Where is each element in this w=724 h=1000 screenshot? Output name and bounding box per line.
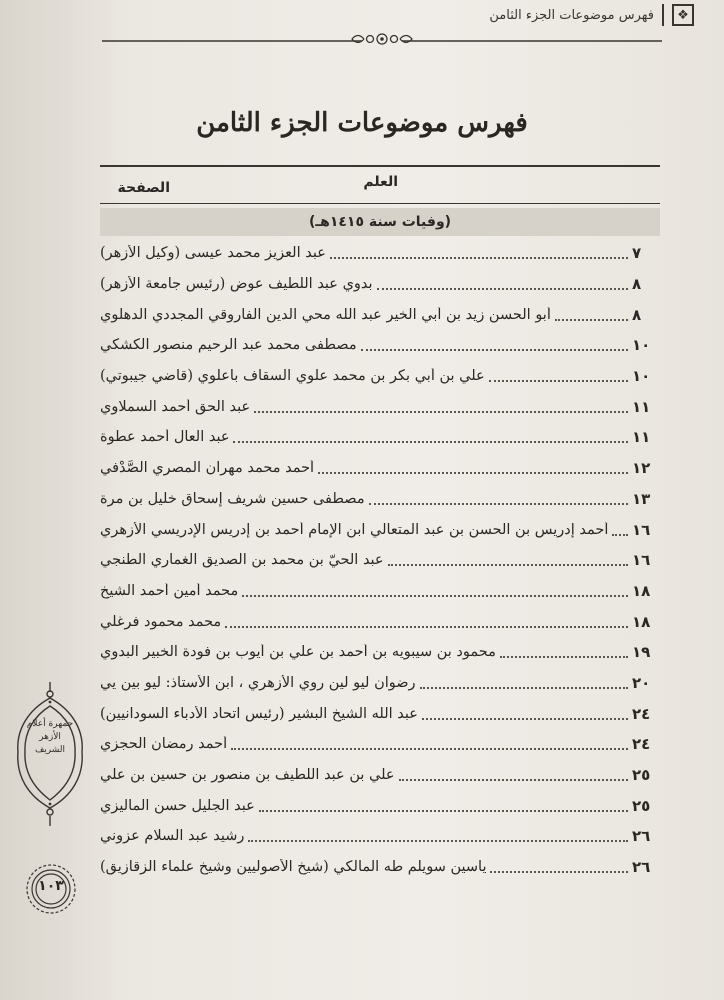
page-number: ١٠٣ <box>38 878 64 894</box>
index-entry <box>100 606 660 637</box>
entry-page-number: ٢٤ <box>632 735 651 754</box>
entry-name: رضوان ليو لين روي الأزهري ، ابن الأستاذ: ليو بين يي <box>100 674 416 691</box>
page-title: فهرس موضوعات الجزء الثامن <box>196 108 528 138</box>
dot-leader <box>318 472 628 474</box>
entry-page-number: ١٦ <box>632 520 651 539</box>
entry-page-number: ٢٦ <box>632 858 651 877</box>
dot-leader <box>233 441 628 443</box>
index-entry <box>100 821 660 852</box>
dot-leader <box>489 380 628 382</box>
index-entry <box>100 361 660 392</box>
book-emblem-icon: ❖ <box>672 4 694 26</box>
entry-name: علي بن عبد اللطيف بن منصور بن حسين بن علي <box>100 767 395 784</box>
dot-leader <box>330 257 628 259</box>
index-entry <box>100 453 660 484</box>
running-head-title: فهرس موضوعات الجزء الثامن <box>489 7 654 23</box>
entry-name: عبد الجليل حسن الماليزي <box>100 797 255 814</box>
dot-leader <box>388 564 628 566</box>
entry-page-number: ٢٠ <box>632 673 651 692</box>
index-entry <box>100 545 660 576</box>
entry-page-number: ١٦ <box>632 551 651 570</box>
dot-leader <box>490 871 628 873</box>
index-entry <box>100 238 660 269</box>
entry-name: ياسين سويلم طه المالكي (شيخ الأصوليين وشيخ علماء الزقازيق) <box>100 859 487 876</box>
dot-leader <box>225 626 628 628</box>
dot-leader <box>231 748 628 750</box>
entry-name: أحمد محمد مهران المصري الصَّدْفي <box>100 460 315 477</box>
column-header-row <box>100 165 660 204</box>
index-entry <box>100 852 660 883</box>
column-header-name: العلم <box>363 174 398 190</box>
entry-page-number: ٢٥ <box>632 796 651 815</box>
entry-page-number: ١٨ <box>632 612 651 631</box>
entry-page-number: ١٠ <box>632 367 651 386</box>
dot-leader <box>259 810 628 812</box>
entry-page-number: ١٠ <box>632 336 651 355</box>
dot-leader <box>361 349 628 351</box>
entry-page-number: ٨ <box>632 275 642 294</box>
index-entry <box>100 299 660 330</box>
running-head-divider <box>662 4 664 26</box>
entry-name: عبد العزيز محمد عيسى (وكيل الأزهر) <box>100 245 326 262</box>
entry-name: بدوي عبد اللطيف عوض (رئيس جامعة الأزهر) <box>100 276 373 293</box>
entry-name: أحمد إدريس بن الحسن بن عبد المتعالي ابن الإمام أحمد بن إدريس الإدريسي الأزهري <box>100 521 609 538</box>
dot-leader <box>254 411 628 413</box>
index-entry <box>100 668 660 699</box>
dot-leader <box>369 503 628 505</box>
index-entry <box>100 729 660 760</box>
entry-name: أبو الحسن زيد بن أبي الخير عبد الله محي الدين الفاروقي المجددي الدهلوي <box>100 306 551 323</box>
dot-leader <box>420 687 628 689</box>
index-entry <box>100 514 660 545</box>
entry-name: مصطفى حسين شريف إسحاق خليل بن مرة <box>100 490 365 507</box>
seal-text: جمهرة أعلام الأزهر الشريف <box>26 719 74 755</box>
index-entry <box>100 269 660 300</box>
entry-page-number: ١١ <box>632 397 651 416</box>
entry-page-number: ١١ <box>632 428 651 447</box>
index-entry <box>100 760 660 791</box>
dot-leader <box>422 718 628 720</box>
index-entry <box>100 637 660 668</box>
entry-name: رشيد عبد السلام عزوني <box>100 828 245 845</box>
entry-page-number: ٢٥ <box>632 766 651 785</box>
index-entry <box>100 698 660 729</box>
entry-page-number: ١٣ <box>632 489 651 508</box>
entry-page-number: ١٩ <box>632 643 651 662</box>
entry-name: علي بن أبي بكر بن محمد علوي السقاف باعلوي (قاضي جيبوتي) <box>100 368 485 385</box>
entry-name: مصطفى محمد عبد الرحيم منصور الكشكي <box>100 337 357 354</box>
entry-page-number: ١٢ <box>632 459 651 478</box>
dot-leader <box>242 595 628 597</box>
dot-leader <box>500 656 628 658</box>
entry-name: أحمد رمضان الحجزي <box>100 736 228 753</box>
index-entry <box>100 576 660 607</box>
dot-leader <box>248 840 628 842</box>
section-heading: (وفيات سنة ١٤١٥هـ) <box>100 208 660 236</box>
dot-leader <box>377 288 628 290</box>
entry-name: محمود بن سيبويه بن أحمد بن علي بن أيوب بن فودة الخبير البدوي <box>100 644 496 661</box>
entry-name: عبد العال أحمد عطوة <box>100 429 230 446</box>
index-entry <box>100 422 660 453</box>
entry-name: محمد أمين أحمد الشيخ <box>100 582 239 599</box>
entry-page-number: ٨ <box>632 305 642 324</box>
index-entries <box>100 238 660 882</box>
dot-leader <box>399 779 628 781</box>
index-entry <box>100 484 660 515</box>
running-head <box>489 4 694 26</box>
dot-leader <box>555 319 628 321</box>
column-header-page: الصفحة <box>117 180 170 196</box>
entry-page-number: ٧ <box>632 244 642 263</box>
ornamental-rule <box>102 26 662 50</box>
dot-leader <box>612 534 628 536</box>
entry-page-number: ٢٤ <box>632 704 651 723</box>
entry-name: محمد محمود فرغلي <box>100 613 222 630</box>
entry-name: عبد الحيّ بن محمد بن الصديق الغماري الطنجي <box>100 552 384 569</box>
entry-name: عبد الله الشيخ البشير (رئيس اتحاد الأدباء السودانيين) <box>100 705 418 722</box>
index-entry <box>100 391 660 422</box>
index-entry <box>100 330 660 361</box>
entry-page-number: ٢٦ <box>632 827 651 846</box>
entry-name: عبد الحق أحمد السملاوي <box>100 398 251 415</box>
index-entry <box>100 790 660 821</box>
entry-page-number: ١٨ <box>632 581 651 600</box>
